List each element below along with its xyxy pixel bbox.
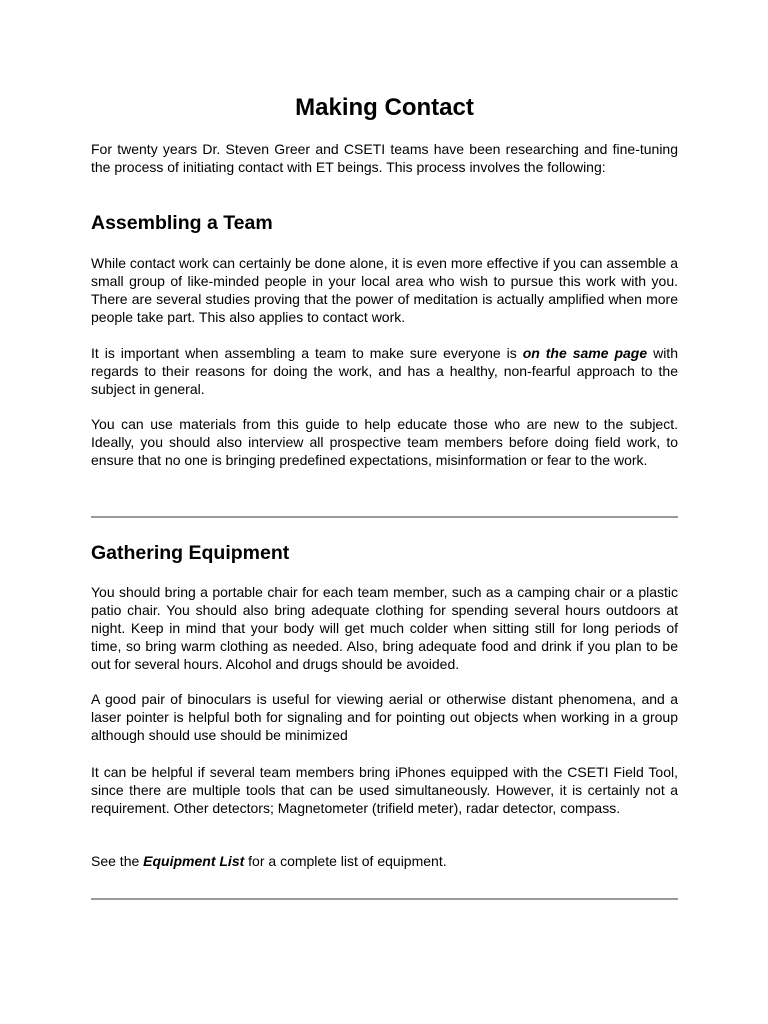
section-heading-equipment: Gathering Equipment: [91, 542, 290, 564]
assembling-paragraph-1-block: [91, 254, 678, 326]
assembling-paragraph-1: While contact work can certainly be done alone, it is even more effective if you can assemble a small group of like-minded people in your local area who wish to pursue this work with you. There are several studies proving that the power of meditation is actually amplified when more people take part. This also applies to contact work.: [91, 255, 678, 325]
intro-paragraph-block: [91, 140, 678, 176]
section-equipment-heading-block: [91, 541, 678, 565]
assembling-paragraph-2-text-b: with regards to their reasons for doing the work, and has a healthy, non-fearful approach to the subject in general.: [91, 345, 678, 397]
equipment-list-link: Equipment List: [143, 853, 245, 869]
section-heading-assembling: Assembling a Team: [91, 212, 273, 234]
equipment-paragraph-1-block: [91, 583, 678, 673]
section-assembling-heading-block: [91, 211, 678, 235]
intro-paragraph: For twenty years Dr. Steven Greer and CSETI teams have been researching and fine-tuning the process of initiating contact with ET beings. This process involves the following:: [91, 141, 678, 175]
assembling-paragraph-3-block: [91, 415, 678, 469]
equipment-paragraph-1: You should bring a portable chair for each team member, such as a camping chair or a plastic patio chair. You should also bring adequate clothing for spending several hours outdoors at night. Keep in mind that your body will get much colder when sitting still for long periods of time, so bring warm clothing as needed. Also, bring adequate food and drink if you plan to be out for several hours. Alcohol and drugs should be avoided.: [91, 584, 678, 672]
equipment-paragraph-2: A good pair of binoculars is useful for viewing aerial or otherwise distant phenomena, and a laser pointer is helpful both for signaling and for pointing out objects when working in a group although should use should be minimized: [91, 691, 678, 743]
assembling-paragraph-2: [91, 344, 678, 398]
section-divider-2: [91, 898, 678, 900]
equipment-paragraph-3: It can be helpful if several team members bring iPhones equipped with the CSETI Field Tool, since there are multiple tools that can be used simultaneously. However, it is certainly not a requirement. Other detectors; Magnetometer (trifield meter), radar detector, compass.: [91, 764, 678, 816]
equipment-paragraph-3-block: [91, 763, 678, 817]
equipment-paragraph-4: [91, 852, 678, 870]
same-page-emphasis: on the same page: [522, 345, 648, 361]
equipment-paragraph-4-block: [91, 852, 678, 870]
assembling-paragraph-2-text-a: It is important when assembling a team to make sure everyone is: [91, 345, 523, 361]
equipment-paragraph-2-block: [91, 690, 678, 744]
assembling-paragraph-3: You can use materials from this guide to help educate those who are new to the subject. Ideally, you should also interview all prospective team members before doing field work, to ensure that no one is bringing predefined expectations, misinformation or fear to the work.: [91, 416, 678, 468]
section-divider-1: [91, 516, 678, 518]
assembling-paragraph-2-block: [91, 344, 678, 398]
page-title: Making Contact: [295, 94, 474, 121]
equipment-paragraph-4-text-b: for a complete list of equipment.: [244, 853, 447, 869]
equipment-paragraph-4-text-a: See the: [91, 853, 144, 869]
